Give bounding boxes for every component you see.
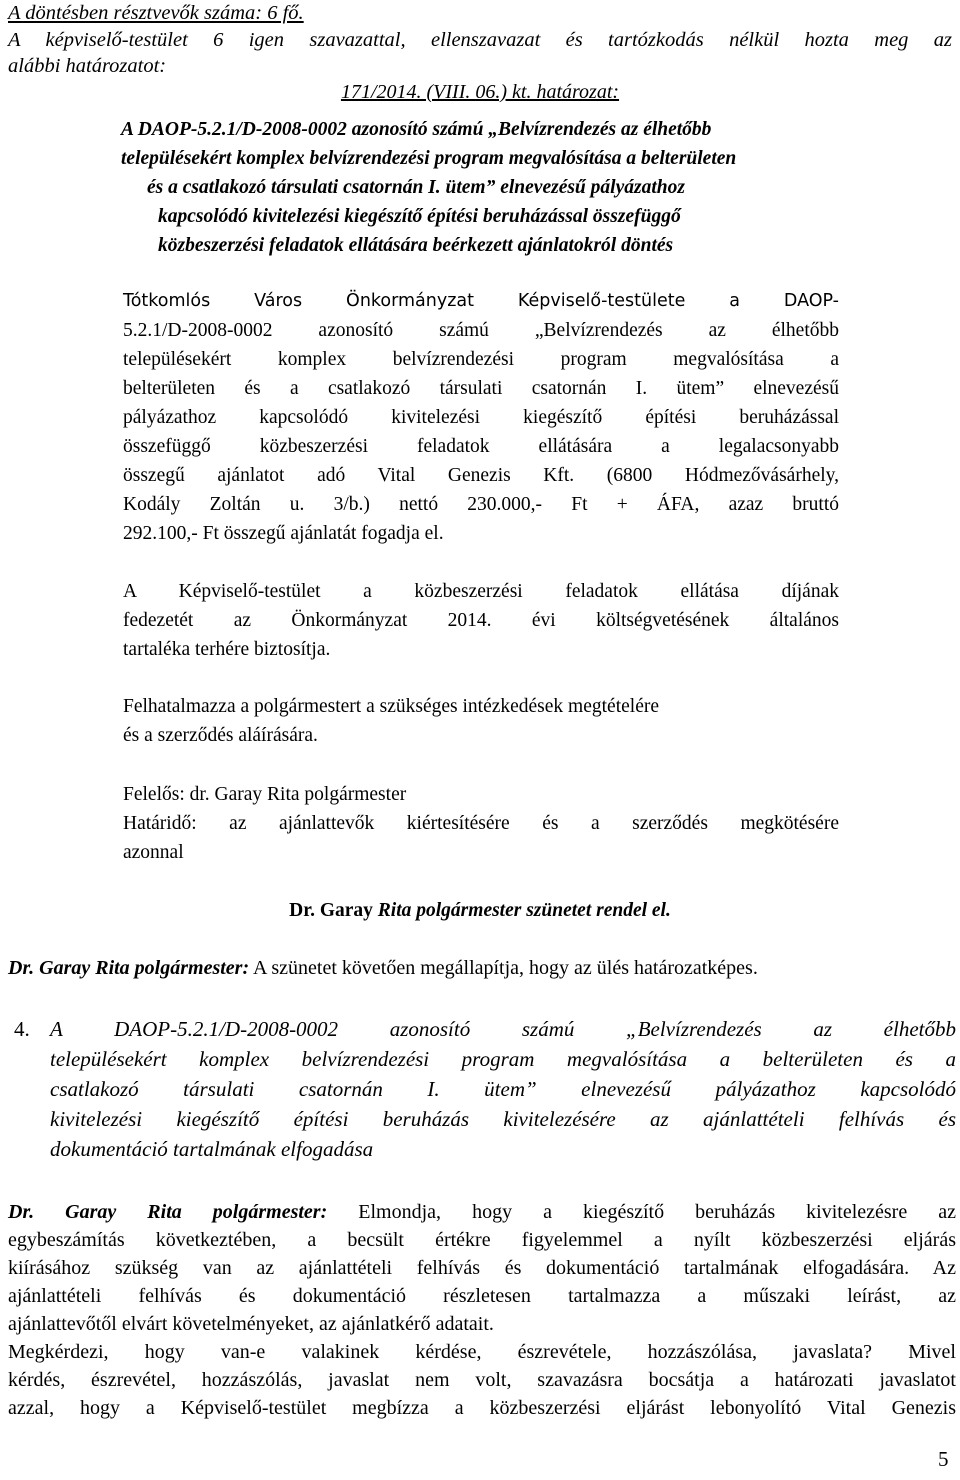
resolution-title <box>118 115 888 260</box>
vote-paragraph-end <box>8 53 952 80</box>
resolution-body-1 <box>123 287 839 548</box>
speaker-name: Dr. Garay Rita polgármester: <box>8 1201 328 1223</box>
agenda-item-4 <box>50 1014 956 1164</box>
resolution-title-line: kapcsolódó kivitelezési kiegészítő építési beruházással összefüggő <box>158 206 681 227</box>
paragraph-line <box>8 1198 956 1226</box>
paragraph-line: kérdés, észrevétel, hozzászólás, javaslat nem volt, szavazásra bocsátja a határozati javaslatot <box>8 1369 956 1391</box>
paragraph-line: Megkérdezi, hogy van-e valakinek kérdése, észrevétele, hozzászólása, javaslata? Mivel <box>8 1341 956 1363</box>
body-line: tartaléka terhére biztosítja. <box>123 639 331 660</box>
participants-line <box>8 0 948 27</box>
paragraph-line: kiírásához szükség van az ajánlattételi felhívás és dokumentáció tartalmának elfogadására. Az <box>8 1257 956 1279</box>
paragraph-line: azzal, hogy a Képviselő-testület megbízza a közbeszerzési eljárást lebonyolító Vital Genezis <box>8 1397 956 1419</box>
body-line: 5.2.1/D-2008-0002 azonosító számú „Belvízrendezés az élhetőbb <box>123 320 839 341</box>
body-line: és a szerződés aláírására. <box>123 725 318 746</box>
resolution-title-line: településekért komplex belvízrendezési program megvalósítása a belterületen <box>121 148 737 169</box>
agenda-number: 4. <box>14 1017 30 1041</box>
deadline-line: Határidő: az ajánlattevők kiértesítésére és a szerződés megkötésére <box>123 813 839 834</box>
paragraph-line: egybeszámítás következtében, a becsült értékre figyelemmel a nyílt közbeszerzési eljárás <box>8 1229 956 1251</box>
mayor-paragraph-1 <box>8 1198 956 1338</box>
body-line: pályázathoz kapcsolódó kivitelezési kiegészítő építési beruházással <box>123 407 839 428</box>
body-line: összefüggő közbeszerzési feladatok ellátására a legalacsonyabb <box>123 436 839 457</box>
body-line: A Képviselő-testület a közbeszerzési feladatok ellátása díjának <box>123 581 839 602</box>
mayor-paragraph-2 <box>8 1338 956 1422</box>
vote-paragraph <box>8 27 952 54</box>
recess-line <box>0 898 960 925</box>
resolution-title-line: A DAOP-5.2.1/D-2008-0002 azonosító számú „Belvízrendezés az élhetőbb <box>121 119 712 140</box>
body-line: összegű ajánlatot adó Vital Genezis Kft. (6800 Hódmezővásárhely, <box>123 465 839 486</box>
recess-text: Rita polgármester szünetet rendel el. <box>377 900 671 921</box>
after-recess-line <box>8 955 952 982</box>
body-line: Tótkomlós Város Önkormányzat Képviselő-testülete a DAOP- <box>123 291 839 311</box>
agenda-line: csatlakozó társulati csatornán I. ütem” elnevezésű pályázathoz kapcsolódó <box>50 1077 956 1101</box>
agenda-line: A DAOP-5.2.1/D-2008-0002 azonosító számú „Belvízrendezés az élhetőbb <box>50 1017 956 1041</box>
body-line: Felhatalmazza a polgármestert a szükséges intézkedések megtételére <box>123 696 659 717</box>
responsible-line: Felelős: dr. Garay Rita polgármester <box>123 784 407 805</box>
resolution-body-2 <box>123 577 839 664</box>
page-number <box>938 1446 958 1473</box>
after-recess-text: A szünetet követően megállapítja, hogy az ülés határozatképes. <box>249 957 758 979</box>
vote-line: alábbi határozatot: <box>8 55 167 77</box>
responsible-deadline <box>123 780 839 867</box>
deadline-line: azonnal <box>123 842 184 863</box>
agenda-line: dokumentáció tartalmának elfogadása <box>50 1137 374 1161</box>
body-line: 292.100,- Ft összegű ajánlatát fogadja el. <box>123 523 444 544</box>
agenda-item-number <box>14 1014 44 1044</box>
agenda-line: településekért komplex belvízrendezési program megvalósítása a belterületen és a <box>50 1047 956 1071</box>
body-line: Kodály Zoltán u. 3/b.) nettó 230.000,- Ft + ÁFA, azaz bruttó <box>123 494 839 515</box>
body-line: fedezetét az Önkormányzat 2014. évi költségvetésének általános <box>123 610 839 631</box>
page-number-text: 5 <box>938 1447 949 1471</box>
resolution-title-line: közbeszerzési feladatok ellátására beérkezett ajánlatokról döntés <box>158 235 674 256</box>
paragraph-line: ajánlattevőtől elvárt követelményeket, az ajánlatkérő adatait. <box>8 1313 494 1335</box>
speaker-name: Dr. Garay Rita polgármester: <box>8 957 250 979</box>
first-line-text: Elmondja, hogy a kiegészítő beruházás kivitelezésre az <box>327 1201 956 1223</box>
participants-text: A döntésben résztvevők száma: 6 fő. <box>8 2 304 24</box>
vote-line: A képviselő-testület 6 igen szavazattal, ellenszavazat és tartózkodás nélkül hozta meg az <box>8 29 952 51</box>
resolution-number <box>0 79 960 106</box>
resolution-title-line: és a csatlakozó társulati csatornán I. ütem” elnevezésű pályázathoz <box>147 177 685 198</box>
recess-speaker: Dr. Garay <box>289 900 378 921</box>
paragraph-line: ajánlattételi felhívás és dokumentáció részletesen tartalmazza a műszaki leírást, az <box>8 1285 956 1307</box>
resolution-body-3 <box>123 692 839 750</box>
body-line: belterületen és a csatlakozó társulati csatornán I. ütem” elnevezésű <box>123 378 839 399</box>
body-line: településekért komplex belvízrendezési program megvalósítása a <box>123 349 839 370</box>
agenda-line: kivitelezési kiegészítő építési beruházás kivitelezésére az ajánlattételi felhívás és <box>50 1107 956 1131</box>
resolution-number-text: 171/2014. (VIII. 06.) kt. határozat: <box>340 81 620 103</box>
